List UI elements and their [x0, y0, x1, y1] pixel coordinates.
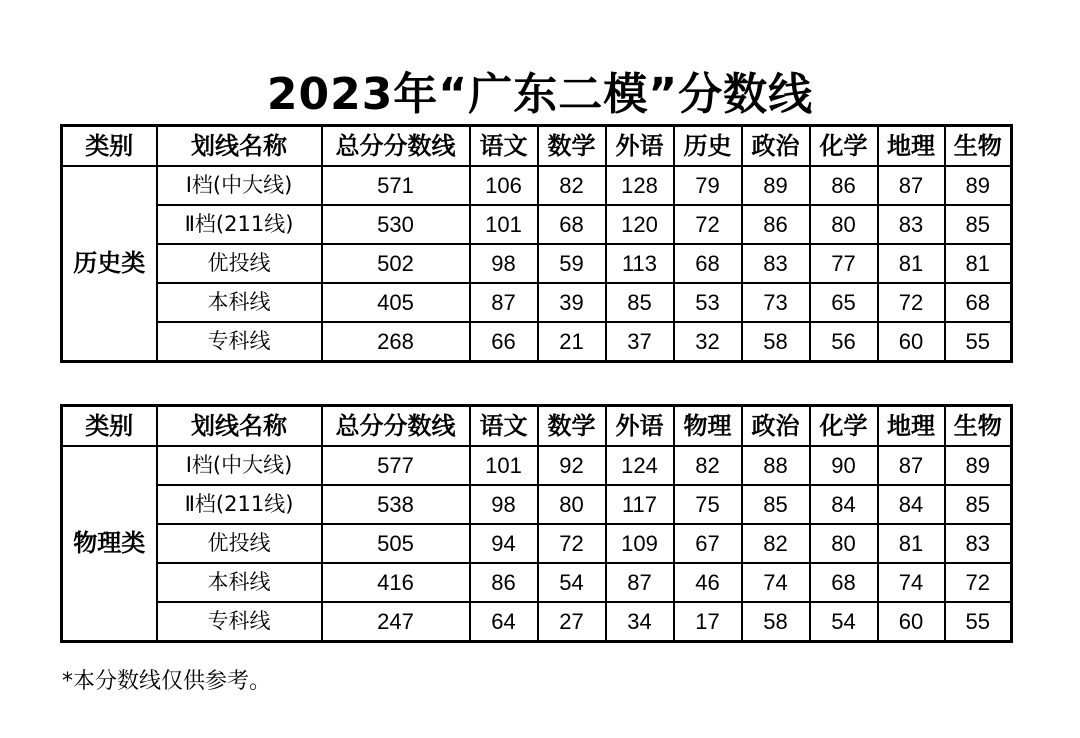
header-row — [62, 126, 1012, 167]
line-name-cell: 本科线 — [157, 563, 322, 602]
table-row — [62, 485, 1012, 524]
category-cell: 物理类 — [62, 446, 157, 642]
score-cell: 58 — [742, 602, 810, 642]
score-cell: 81 — [878, 244, 945, 283]
score-cell: 87 — [878, 446, 945, 485]
score-cell: 89 — [945, 166, 1012, 205]
column-header: 历史 — [674, 126, 742, 167]
score-cell: 85 — [742, 485, 810, 524]
column-header: 物理 — [674, 406, 742, 447]
column-header: 数学 — [538, 126, 606, 167]
column-header: 生物 — [945, 126, 1012, 167]
column-header: 划线名称 — [157, 406, 322, 447]
page-title: 2023年“广东二模”分数线 — [266, 69, 814, 120]
category-cell: 历史类 — [62, 166, 157, 362]
score-cell: 81 — [878, 524, 945, 563]
score-cell: 83 — [742, 244, 810, 283]
line-name-cell: Ⅱ档(211线) — [157, 485, 322, 524]
score-cell: 37 — [606, 322, 674, 362]
score-cell: 75 — [674, 485, 742, 524]
score-cell: 530 — [322, 205, 470, 244]
table-row — [62, 602, 1012, 642]
line-name-cell: Ⅰ档(中大线) — [157, 166, 322, 205]
column-header: 地理 — [878, 126, 945, 167]
score-cell: 83 — [878, 205, 945, 244]
score-cell: 505 — [322, 524, 470, 563]
score-cell: 405 — [322, 283, 470, 322]
score-cell: 82 — [538, 166, 606, 205]
column-header: 总分分数线 — [322, 126, 470, 167]
score-cell: 538 — [322, 485, 470, 524]
column-header: 政治 — [742, 126, 810, 167]
score-cell: 53 — [674, 283, 742, 322]
score-cell: 84 — [810, 485, 878, 524]
score-cell: 94 — [470, 524, 538, 563]
column-header: 外语 — [606, 126, 674, 167]
score-cell: 72 — [538, 524, 606, 563]
line-name-cell: 优投线 — [157, 524, 322, 563]
score-cell: 90 — [810, 446, 878, 485]
column-header: 化学 — [810, 406, 878, 447]
score-cell: 85 — [606, 283, 674, 322]
score-cell: 117 — [606, 485, 674, 524]
score-cell: 54 — [538, 563, 606, 602]
score-cell: 83 — [945, 524, 1012, 563]
score-cell: 101 — [470, 446, 538, 485]
score-cell: 54 — [810, 602, 878, 642]
score-cell: 92 — [538, 446, 606, 485]
column-header: 数学 — [538, 406, 606, 447]
score-cell: 98 — [470, 485, 538, 524]
footnote: *本分数线仅供参考。 — [62, 669, 272, 694]
score-cell: 68 — [674, 244, 742, 283]
score-cell: 55 — [945, 322, 1012, 362]
score-cell: 46 — [674, 563, 742, 602]
score-cell: 82 — [742, 524, 810, 563]
column-header: 化学 — [810, 126, 878, 167]
score-cell: 124 — [606, 446, 674, 485]
score-cell: 68 — [810, 563, 878, 602]
line-name-cell: Ⅱ档(211线) — [157, 205, 322, 244]
score-cell: 268 — [322, 322, 470, 362]
score-cell: 39 — [538, 283, 606, 322]
score-cell: 120 — [606, 205, 674, 244]
score-cell: 60 — [878, 602, 945, 642]
score-cell: 72 — [878, 283, 945, 322]
column-header: 地理 — [878, 406, 945, 447]
score-cell: 86 — [810, 166, 878, 205]
score-cell: 84 — [878, 485, 945, 524]
line-name-cell: Ⅰ档(中大线) — [157, 446, 322, 485]
score-cell: 80 — [810, 205, 878, 244]
score-cell: 34 — [606, 602, 674, 642]
score-cell: 502 — [322, 244, 470, 283]
score-cell: 81 — [945, 244, 1012, 283]
column-header: 类别 — [62, 126, 157, 167]
score-cell: 113 — [606, 244, 674, 283]
column-header: 语文 — [470, 126, 538, 167]
table-row — [62, 322, 1012, 362]
score-cell: 77 — [810, 244, 878, 283]
column-header: 语文 — [470, 406, 538, 447]
score-cell: 68 — [538, 205, 606, 244]
score-cell: 64 — [470, 602, 538, 642]
score-cell: 247 — [322, 602, 470, 642]
score-cell: 80 — [810, 524, 878, 563]
score-cell: 21 — [538, 322, 606, 362]
score-cell: 89 — [945, 446, 1012, 485]
score-cell: 98 — [470, 244, 538, 283]
score-cell: 72 — [945, 563, 1012, 602]
column-header: 外语 — [606, 406, 674, 447]
column-header: 政治 — [742, 406, 810, 447]
physics-score-table — [60, 404, 1013, 643]
column-header: 划线名称 — [157, 126, 322, 167]
score-cell: 101 — [470, 205, 538, 244]
score-cell: 55 — [945, 602, 1012, 642]
score-cell: 74 — [878, 563, 945, 602]
score-cell: 86 — [470, 563, 538, 602]
line-name-cell: 本科线 — [157, 283, 322, 322]
table-row — [62, 283, 1012, 322]
score-cell: 56 — [810, 322, 878, 362]
score-cell: 577 — [322, 446, 470, 485]
score-cell: 60 — [878, 322, 945, 362]
score-cell: 65 — [810, 283, 878, 322]
column-header: 总分分数线 — [322, 406, 470, 447]
score-cell: 66 — [470, 322, 538, 362]
score-cell: 109 — [606, 524, 674, 563]
score-cell: 72 — [674, 205, 742, 244]
score-cell: 416 — [322, 563, 470, 602]
score-cell: 85 — [945, 205, 1012, 244]
table-row — [62, 524, 1012, 563]
line-name-cell: 专科线 — [157, 602, 322, 642]
score-cell: 88 — [742, 446, 810, 485]
table-row — [62, 446, 1012, 485]
score-cell: 73 — [742, 283, 810, 322]
score-cell: 128 — [606, 166, 674, 205]
score-cell: 79 — [674, 166, 742, 205]
column-header: 生物 — [945, 406, 1012, 447]
score-cell: 85 — [945, 485, 1012, 524]
score-cell: 86 — [742, 205, 810, 244]
score-cell: 58 — [742, 322, 810, 362]
score-cell: 27 — [538, 602, 606, 642]
score-cell: 571 — [322, 166, 470, 205]
column-header: 类别 — [62, 406, 157, 447]
table-row — [62, 166, 1012, 205]
table-row — [62, 563, 1012, 602]
score-cell: 32 — [674, 322, 742, 362]
score-cell: 68 — [945, 283, 1012, 322]
score-cell: 80 — [538, 485, 606, 524]
history-score-table — [60, 124, 1013, 363]
score-cell: 74 — [742, 563, 810, 602]
line-name-cell: 专科线 — [157, 322, 322, 362]
score-cell: 87 — [606, 563, 674, 602]
score-cell: 67 — [674, 524, 742, 563]
header-row — [62, 406, 1012, 447]
score-cell: 82 — [674, 446, 742, 485]
score-cell: 106 — [470, 166, 538, 205]
score-cell: 87 — [878, 166, 945, 205]
score-cell: 59 — [538, 244, 606, 283]
table-row — [62, 244, 1012, 283]
score-cell: 87 — [470, 283, 538, 322]
table-row — [62, 205, 1012, 244]
line-name-cell: 优投线 — [157, 244, 322, 283]
score-cell: 17 — [674, 602, 742, 642]
score-cell: 89 — [742, 166, 810, 205]
